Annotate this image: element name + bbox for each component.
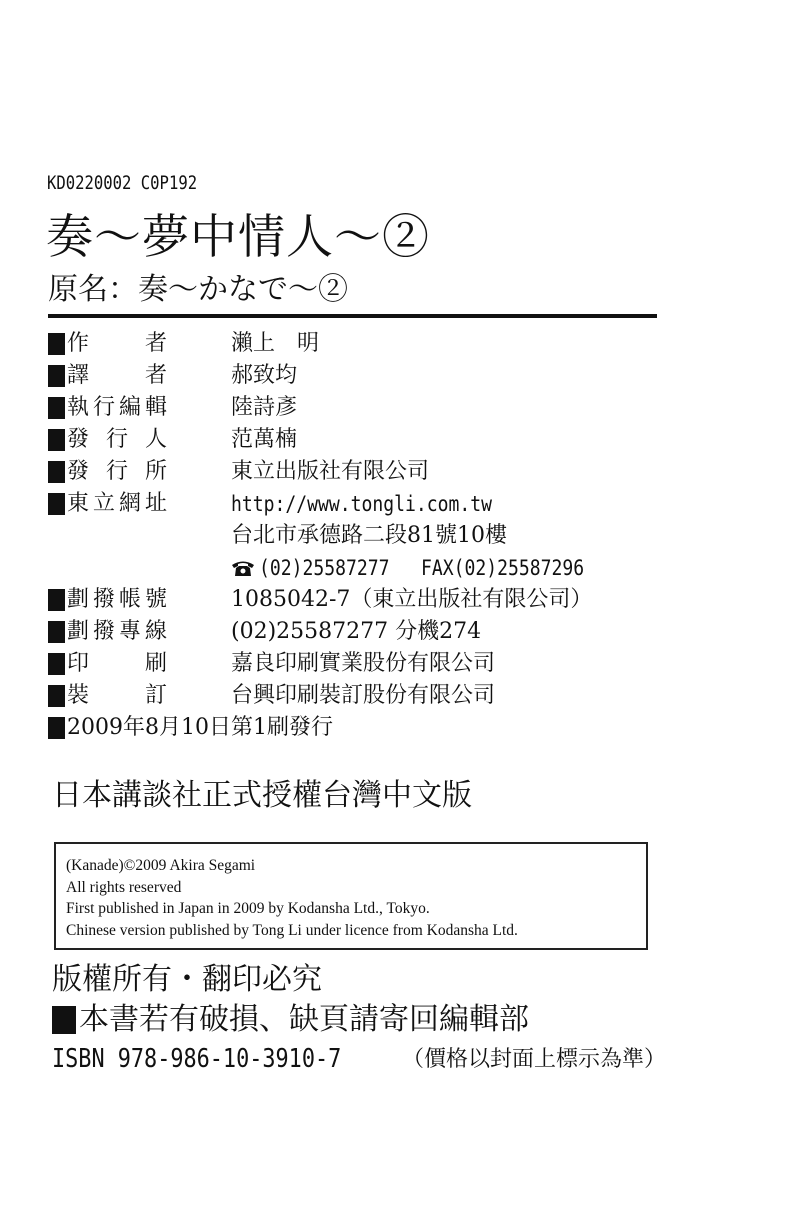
website-link[interactable]: http://www.tongli.com.tw (231, 492, 492, 516)
release-date: 2009年8月10日第1刷發行 (67, 715, 333, 740)
copyright-box (54, 842, 648, 950)
bullet-square-icon (48, 653, 65, 675)
credit-row-binding (48, 681, 495, 711)
isbn: ISBN 978-986-10-3910-7 (52, 1044, 342, 1074)
copyright-line: First published in Japan in 2009 by Kodansha Ltd., Tokyo. (66, 900, 430, 917)
phone-number: (02)25587277 (259, 556, 390, 580)
credit-value: 郝致均 (231, 363, 298, 388)
credit-value: 台興印刷裝訂股份有限公司 (231, 683, 496, 708)
address: 台北市承德路二段81號10樓 (231, 523, 507, 548)
credit-value: 范萬楠 (231, 427, 298, 452)
license-banner: 日本講談社正式授權台灣中文版 (52, 778, 472, 813)
credit-label: 劃撥專線 (67, 619, 167, 644)
bullet-square-icon (48, 461, 65, 483)
bullet-square-icon (48, 333, 65, 355)
credit-row-printing (48, 649, 495, 679)
credit-label: 劃撥帳號 (67, 587, 167, 612)
credit-label: 東立網址 (67, 491, 167, 516)
fax-number: FAX(02)25587296 (420, 556, 584, 580)
bullet-square-icon (48, 621, 65, 643)
credit-row-author (48, 329, 319, 359)
bullet-square-icon (48, 429, 65, 451)
credit-row-phone (48, 553, 610, 583)
credit-value: 東立出版社有限公司 (231, 459, 430, 484)
copyright-line: Chinese version published by Tong Li under licence from Kodansha Ltd. (66, 921, 518, 939)
credit-label: 譯 者 (67, 363, 167, 388)
bullet-square-icon (48, 589, 65, 611)
copyright-line: All rights reserved (66, 878, 182, 896)
credit-label: 發行人 (67, 427, 167, 452)
bullet-square-icon (52, 1006, 76, 1034)
credit-row-postal-line (48, 617, 481, 647)
credit-label: 作 者 (67, 331, 167, 356)
credit-value: 瀨上 明 (231, 331, 320, 356)
original-title: 原名：奏～かなで～② (48, 272, 348, 307)
credit-row-publishing-house (48, 457, 429, 487)
credit-value: 嘉良印刷實業股份有限公司 (231, 651, 496, 676)
release-row (48, 713, 333, 743)
credit-value: 1085042-7（東立出版社有限公司） (231, 587, 593, 612)
bullet-square-icon (48, 493, 65, 515)
rights-reserved: 版權所有・翻印必究 (52, 962, 322, 997)
bullet-square-icon (48, 717, 65, 739)
bullet-square-icon (48, 365, 65, 387)
credit-label: 印 刷 (67, 651, 167, 676)
damage-notice-text: 本書若有破損、缺頁請寄回編輯部 (79, 1002, 529, 1037)
price-note: （價格以封面上標示為準） (402, 1047, 667, 1072)
credit-row-postal-account (48, 585, 592, 615)
damage-notice (52, 1002, 529, 1038)
credit-label: 裝 訂 (67, 683, 167, 708)
credit-value: 陸詩彥 (231, 395, 298, 420)
telephone-icon (231, 559, 255, 577)
bullet-square-icon (48, 685, 65, 707)
credit-row-translator (48, 361, 297, 391)
credit-row-website (48, 489, 534, 519)
credit-label: 執行編輯 (67, 395, 167, 420)
credit-value: (02)25587277 分機274 (231, 619, 482, 644)
credit-row-address (48, 521, 507, 551)
credit-row-publisher (48, 425, 297, 455)
bullet-square-icon (48, 397, 65, 419)
title-divider (48, 314, 657, 318)
catalog-code: KD0220002 C0P192 (47, 172, 198, 194)
book-title: 奏～夢中情人～② (46, 210, 430, 265)
credit-label: 發行所 (67, 459, 167, 484)
credit-row-editor (48, 393, 297, 423)
copyright-line: (Kanade)©2009 Akira Segami (66, 857, 256, 874)
